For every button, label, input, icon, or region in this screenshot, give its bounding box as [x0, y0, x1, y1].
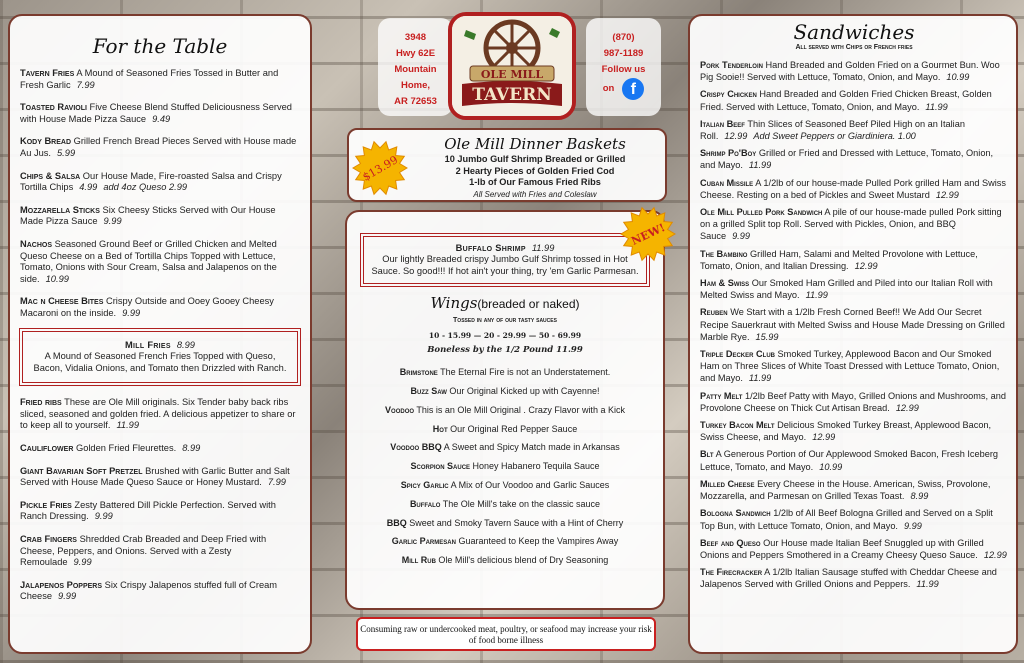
sauce-desc: A Mix of Our Voodoo and Garlic Sauces — [448, 480, 610, 490]
address-line: Home, — [400, 80, 431, 91]
item-price: 15.99 — [755, 331, 779, 342]
item-name: Chips & Salsa — [20, 170, 81, 181]
item-price: 11.99 — [748, 160, 772, 171]
wings-title: Wings(breaded or naked) — [430, 294, 580, 313]
item-desc: Brushed with Garlic Butter and Salt Served with House Made Queso Sauce or Honey Mustard. — [20, 465, 290, 488]
item-price: 10.99 — [946, 72, 970, 83]
item-desc: Golden Fried Fleurettes. — [73, 443, 177, 454]
item-price: 12.99 — [983, 549, 1007, 560]
mill-fries-box — [22, 331, 298, 384]
facebook-icon[interactable]: f — [622, 78, 644, 100]
item-name: Fried ribs — [20, 397, 62, 408]
sauce-item — [357, 555, 653, 566]
menu-item — [20, 68, 300, 91]
logo-text-tavern: TAVERN — [472, 85, 552, 105]
sauce-desc: Guaranteed to Keep the Vampires Away — [455, 536, 619, 547]
item-name: Cuban Missile — [700, 177, 754, 188]
item-desc: Grilled Ham, Salami and Melted Provolone with Lettuce, Tomato, Onion, and Italian Dressing. — [700, 248, 978, 271]
sauce-item — [357, 499, 653, 510]
item-desc: Every Cheese in the House. American, Swiss, Provolone, Mozzarella, and Parmesan on Grilled Texas Toast. — [700, 478, 991, 502]
wings-subtitle: Tossed in any of our tasty sauces — [453, 317, 557, 325]
item-desc: Seasoned Ground Beef or Grilled Chicken and Melted Queso Cheese on a Bed of Tortilla Chips Topped with Lettuce, Tomato, Onions with Sour Cream, Salsa and Jalapenos on the side. — [20, 238, 277, 284]
item-name: Blt — [700, 449, 714, 460]
sauce-item — [357, 536, 653, 547]
sauce-desc: The Eternal Fire is not an Understatement. — [437, 367, 611, 378]
menu-item — [20, 102, 300, 125]
item-desc: A Generous Portion of Our Applewood Smoked Bacon, Fresh Iceberg Lettuce, Tomato, and Mayo. — [700, 449, 998, 472]
item-price: 9.99 — [94, 511, 113, 522]
item-name: The Bambino — [700, 248, 748, 259]
item-price: 9.99 — [732, 231, 750, 242]
boneless-wings: Boneless by the 1/2 Pound 11.99 — [427, 345, 583, 356]
item-desc: Six Cheesy Sticks Served with Our House Made Pizza Sauce — [20, 204, 276, 227]
dinner-baskets-title: Ole Mill Dinner Baskets — [444, 135, 626, 153]
item-name: Patty Melt — [700, 390, 743, 401]
item-desc: 1/2lb of All Beef Bologna Grilled and Served on a Split Top Bun, with Lettuce Tomato, Onion, and Mayo. — [700, 508, 993, 531]
basket-price-badge: $13.99 — [360, 153, 401, 184]
item-desc: Five Cheese Blend Stuffed Deliciousness Served with House Made Pizza Sauce — [20, 102, 292, 124]
sauce-name: Spicy Garlic — [400, 480, 449, 490]
item-desc: These are Ole Mill originals. Six Tender baby back ribs sliced, seasoned and golden fried. A delicious appetizer to share or to keep all to yourself. — [20, 397, 296, 431]
sandwich-list — [700, 59, 1008, 591]
sauce-item — [357, 461, 653, 472]
item-price: 12.99 — [895, 402, 919, 413]
menu-item — [20, 171, 300, 194]
sauce-item — [357, 442, 653, 453]
item-price: 9.99 — [122, 307, 141, 318]
for-the-table-title: For the Table — [92, 34, 228, 58]
follow-text: Follow us — [601, 64, 646, 75]
item-name: Reuben — [700, 307, 728, 318]
new-badge-text: NEW! — [629, 221, 668, 248]
sauce-item — [357, 405, 653, 416]
item-price: 11.99 — [916, 579, 939, 590]
item-desc: A 1/2lb of our house-made Pulled Pork grilled Ham and Swiss Cheese. Resting on a bed of Pickles and Sweet Mustard — [700, 177, 1006, 200]
item-desc: A pile of our house-made pulled Pork sitting on a grilled Split top Roll. Served with Pickles, Onion, and BBQ Sauce — [700, 207, 1002, 242]
item-desc: A Mound of Seasoned Fries Tossed in Butter and Fresh Garlic — [20, 68, 279, 90]
address-line: AR 72653 — [394, 96, 437, 107]
sauce-desc: Sweet and Smoky Tavern Sauce with a Hint of Cherry — [406, 517, 624, 528]
mill-fries-desc: A Mound of Seasoned French Fries Topped with Queso, Bacon, Vidalia Onions, and Tomato then Drizzled with Ranch. — [33, 351, 287, 373]
item-price: 11.99 — [925, 101, 948, 112]
for-the-table-panel — [8, 14, 312, 654]
item-name: Jalapenos Poppers — [20, 579, 103, 590]
item-price: 9.49 — [152, 113, 171, 124]
buffalo-shrimp-price: 11.99 — [531, 243, 555, 253]
item-extra: Add Sweet Peppers or Giardiniera. 1.00 — [753, 131, 916, 142]
item-price: 8.99 — [182, 443, 201, 454]
sandwiches-panel — [688, 14, 1018, 654]
phone-line: (870) — [612, 32, 635, 43]
item-desc: Our House made Italian Beef Snuggled up with Grilled Onions and Peppers Smothered in a Creamy Cheesy Queso Sauce. — [700, 537, 984, 560]
sauce-desc: Honey Habanero Tequila Sauce — [470, 461, 600, 472]
sauce-name: Brimstone — [399, 367, 438, 378]
item-price: 9.99 — [73, 557, 92, 568]
sauce-name: Voodoo — [385, 404, 415, 415]
sauce-name: Voodoo BBQ — [390, 442, 442, 453]
wings-title-note: (breaded or naked) — [477, 297, 580, 312]
wings-price-tiers: 10 - 15.99 — 20 - 29.99 — 50 - 69.99 — [428, 331, 582, 341]
sauce-list — [357, 367, 653, 566]
item-name: Mozzarella Sticks — [20, 204, 100, 215]
item-price: 11.99 — [748, 373, 772, 384]
sauce-name: BBQ — [386, 517, 407, 528]
menu-item — [20, 296, 300, 319]
mill-fries-price: 8.99 — [176, 339, 195, 350]
item-name: Giant Bavarian Soft Pretzel — [20, 465, 143, 476]
item-name: Pork Tenderloin — [700, 60, 763, 70]
menu-item — [700, 277, 1008, 301]
sauce-desc: The Ole Mill's take on the classic sauce — [440, 498, 601, 509]
item-desc: Our Smoked Ham Grilled and Piled into our Italian Roll with Melted Swiss and Mayo. — [700, 278, 993, 301]
item-price: 12.99 — [812, 432, 836, 443]
menu-item — [700, 177, 1008, 201]
item-price: 12.99 — [935, 189, 959, 200]
item-price: 5.99 — [57, 147, 76, 158]
item-desc: 1/2lb Beef Patty with Mayo, Grilled Onions and Mushrooms, and Provolone Cheese on Thick Cut Artisan Bread. — [700, 390, 1006, 413]
item-name: Crab Fingers — [20, 534, 77, 545]
menu-item — [700, 118, 1008, 142]
mill-fries-name: Mill Fries — [125, 339, 171, 350]
menu-item — [700, 478, 1008, 502]
item-name: Triple Decker Club — [700, 349, 775, 360]
menu-item — [700, 88, 1008, 112]
item-name: Shrimp Po'Boy — [700, 148, 757, 159]
basket-note: All Served with Fries and Coleslaw — [473, 189, 597, 199]
menu-item — [700, 147, 1008, 171]
food-safety-disclaimer: Consuming raw or undercooked meat, poultry, or seafood may increase your risk of food borne illness — [356, 617, 656, 651]
item-price: 12.99 — [854, 260, 878, 271]
menu-item — [700, 206, 1008, 243]
item-price: 7.99 — [76, 79, 95, 90]
address-line: 3948 — [404, 32, 427, 43]
item-name: Beef and Queso — [700, 537, 761, 548]
menu-item — [700, 507, 1008, 531]
basket-line: 10 Jumbo Gulf Shrimp Breaded or Grilled — [444, 154, 626, 164]
item-desc: Delicious Smoked Turkey Breast, Applewood Bacon, Swiss Cheese, and Mayo. — [700, 420, 992, 443]
item-desc: Grilled French Bread Pieces Served with House made Au Jus. — [20, 136, 297, 158]
item-extra: add 4oz Queso 2.99 — [103, 182, 188, 193]
item-name: Ham & Swiss — [700, 278, 750, 289]
menu-item — [700, 448, 1008, 472]
address-line: Hwy 62E — [395, 48, 436, 59]
appetizer-list — [20, 68, 300, 320]
menu-item — [20, 466, 300, 489]
item-desc: We Start with a 1/2lb Fresh Corned Beef!! We Add Our Secret Recipe Sauerkraut with Melted Swiss and House Made Dressing on Grilled Marble Rye. — [700, 307, 1005, 342]
follow-on-text: on — [602, 83, 615, 94]
menu-item — [700, 390, 1008, 414]
buffalo-shrimp-name: Buffalo Shrimp — [455, 243, 526, 253]
buffalo-shrimp-desc: Our lightly Breaded crispy Jumbo Gulf Shrimp tossed in Hot Sauce. So good!!! If hot ain't your thing, try 'em Garlic Parmesan. — [371, 254, 639, 276]
sauce-item — [357, 518, 653, 529]
item-desc: Shredded Crab Breaded and Deep Fried with Cheese, Peppers, and Onions. Served with a Zesty Remoulade — [20, 534, 267, 568]
item-price: 9.99 — [58, 591, 77, 602]
item-desc: Our House Made, Fire-roasted Salsa and Crispy Tortilla Chips — [20, 170, 282, 193]
item-name: Crispy Chicken — [700, 89, 757, 100]
item-name: Milled Cheese — [700, 478, 755, 489]
basket-line: 2 Hearty Pieces of Golden Fried Cod — [455, 165, 615, 176]
sauce-desc: Our Original Red Pepper Sauce — [447, 423, 578, 434]
item-desc: Grilled or Fried and Dressed with Lettuce, Tomato, Onion, and Mayo. — [700, 148, 994, 171]
sauce-item — [357, 424, 653, 435]
menu-item — [700, 537, 1008, 561]
sauce-desc: This is an Ole Mill Original . Crazy Flavor with a Kick — [414, 404, 625, 415]
menu-item — [20, 205, 300, 228]
menu-item — [700, 419, 1008, 443]
menu-item — [20, 500, 300, 523]
item-name: Italian Beef — [700, 118, 745, 129]
item-name: Ole Mill Pulled Pork Sandwich — [700, 207, 823, 218]
menu-item — [20, 136, 300, 159]
item-price: 7.99 — [267, 477, 286, 488]
item-name: Toasted Ravioli — [20, 102, 87, 113]
menu-item — [700, 248, 1008, 272]
menu-item — [20, 443, 300, 455]
item-desc: Crispy Outside and Ooey Gooey Cheesy Macaroni on the inside. — [20, 296, 274, 318]
basket-line: 1-lb of Our Famous Fried Ribs — [469, 177, 601, 187]
price-starburst-badge — [352, 140, 408, 196]
phone-box — [586, 18, 661, 116]
address-line: Mountain — [394, 64, 437, 75]
item-name: Pickle Fries — [20, 499, 72, 510]
item-price: 11.99 — [805, 290, 828, 301]
item-name: Nachos — [20, 238, 52, 249]
item-price: 12.99 — [724, 131, 748, 142]
item-name: Turkey Bacon Melt — [700, 420, 775, 431]
menu-item — [700, 306, 1008, 343]
sauce-desc: Ole Mill's delicious blend of Dry Seasoning — [435, 555, 609, 566]
item-desc: A 1/2lb Italian Sausage stuffed with Cheddar Cheese and Jalapenos Served with Grilled Onions and Peppers. — [700, 567, 997, 590]
sauce-name: Hot — [432, 423, 448, 434]
phone-number: 987-1189 — [603, 48, 644, 59]
item-desc: Six Crispy Jalapenos stuffed full of Cream Cheese — [20, 579, 278, 602]
sauce-name: Buffalo — [409, 498, 441, 509]
item-name: Bologna Sandwich — [700, 508, 771, 519]
item-name: Mac n Cheese Bites — [20, 296, 104, 307]
item-desc: Hand Breaded and Golden Fried Chicken Breast, Golden Fried. Served with Lettuce, Tomato, Onion, and Mayo. — [700, 89, 992, 112]
item-price: 10.99 — [45, 273, 69, 284]
item-name: Tavern Fries — [20, 68, 75, 78]
item-desc: Smoked Turkey, Applewood Bacon and Our Smoked Ham on Three Slices of White Toast Dressed with Lettuce Tomato, Onion, and Mayo. — [700, 349, 1000, 384]
new-starburst-badge — [620, 206, 676, 262]
sauce-name: Mill Rub — [401, 555, 436, 566]
menu-item — [700, 59, 1008, 83]
item-price: 4.99 — [79, 182, 98, 193]
menu-item — [700, 566, 1008, 590]
sauce-name: Garlic Parmesan — [391, 536, 456, 547]
ole-mill-tavern-logo — [448, 12, 576, 120]
wings-panel — [345, 210, 668, 610]
menu-item — [20, 580, 300, 603]
item-price: 8.99 — [910, 491, 929, 502]
sauce-name: Buzz Saw — [410, 386, 447, 397]
menu-item — [700, 348, 1008, 385]
buffalo-shrimp-box — [363, 236, 647, 284]
menu-item — [20, 239, 300, 285]
sauce-item — [357, 367, 653, 378]
sauce-item — [357, 480, 653, 491]
item-name: The Firecracker — [700, 567, 763, 578]
appetizer-list-2 — [20, 397, 300, 603]
menu-item — [20, 397, 300, 432]
item-desc: Thin Slices of Seasoned Beef Piled High on an Italian Roll. — [700, 118, 965, 142]
address-box — [378, 18, 453, 116]
sauce-desc: Our Original Kicked up with Cayenne! — [446, 386, 600, 397]
item-name: Cauliflower — [20, 443, 74, 454]
item-price: 9.99 — [103, 216, 122, 227]
logo-text-ole-mill: OLE MILL — [480, 68, 544, 81]
sauce-name: Scorpion Sauce — [410, 461, 471, 472]
item-price: 11.99 — [116, 420, 140, 431]
sandwiches-title: Sandwiches — [793, 20, 915, 44]
sauce-desc: A Sweet and Spicy Match made in Arkansas — [441, 442, 620, 453]
item-desc: Hand Breaded and Golden Fried on a Gourmet Bun. Woo Pig Sooie!! Served with Lettuce, Tomato, Onion, and Mayo. — [700, 60, 1000, 83]
sandwiches-subtitle: All served with Chips or French fries — [795, 44, 913, 51]
sauce-item — [357, 386, 653, 397]
item-desc: Zesty Battered Dill Pickle Perfection. Served with Ranch Dressing. — [20, 499, 276, 522]
item-price: 10.99 — [819, 461, 843, 472]
menu-item — [20, 534, 300, 569]
item-price: 9.99 — [904, 520, 922, 531]
item-name: Kody Bread — [20, 136, 72, 147]
